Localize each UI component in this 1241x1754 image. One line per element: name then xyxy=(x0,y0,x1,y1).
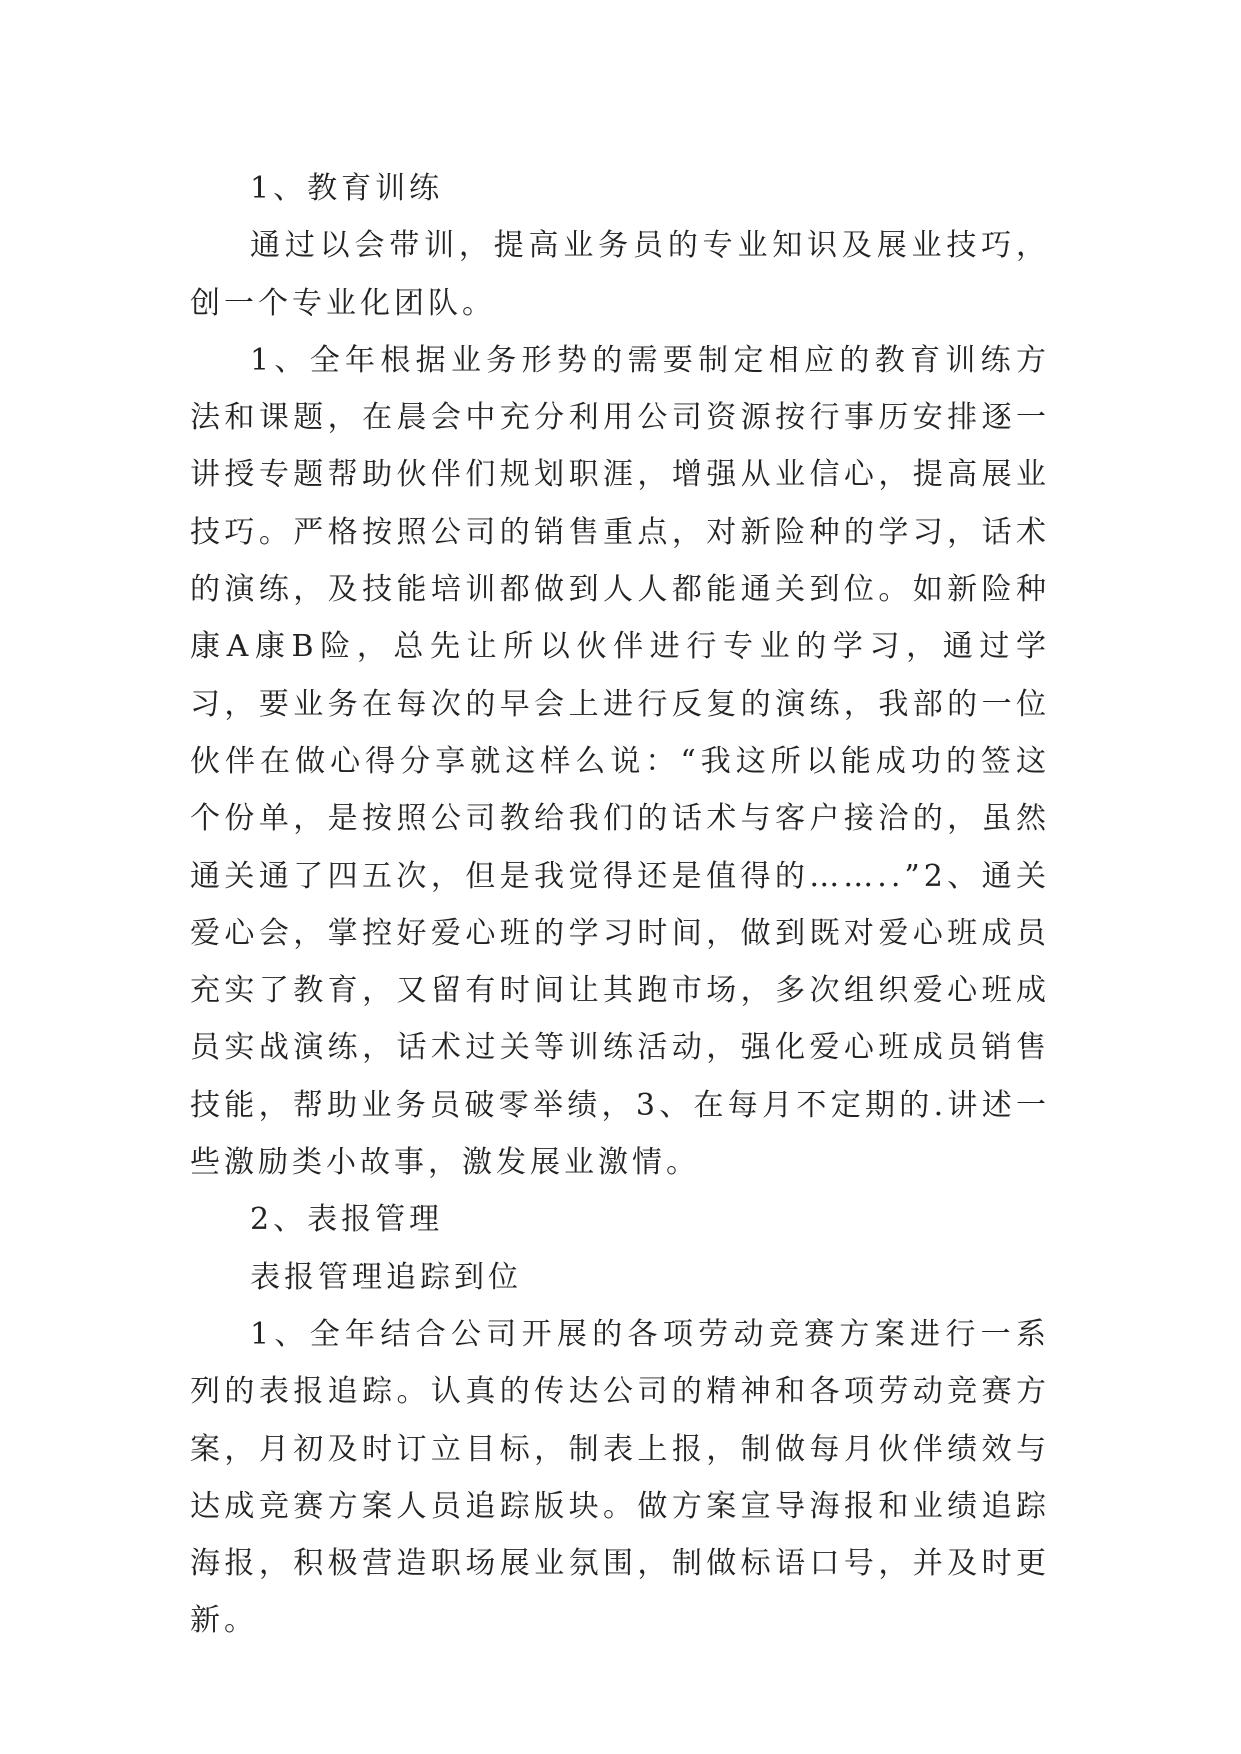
section-heading-reports: 2、表报管理 xyxy=(250,1202,444,1238)
paragraph-reports-intro: 表报管理追踪到位 xyxy=(250,1259,522,1295)
paragraph-training-details: 1、全年根据业务形势的需要制定相应的教育训练方法和课题，在晨会中充分利用公司资源按行事历安排逐一讲授专题帮助伙伴们规划职涯，增强从业信心，提高展业技巧。严格按照公司的销售重点，对新险种的学习，话术的演练，及技能培训都做到人人都能通关到位。如新险种康A康B险，总先让所以伙伴进行专业的学习，通过学习，要业务在每次的早会上进行反复的演练，我部的一位伙伴在做心得分享就这样么说：“我这所以能成功的签这个份单，是按照公司教给我们的话术与客户接洽的，虽然通关通了四五次，但是我觉得还是值得的……..”2、通关爱心会，掌控好爱心班的学习时间，做到既对爱心班成员充实了教育，又留有时间让其跑市场，多次组织爱心班成员实战演练，话术过关等训练活动，强化爱心班成员销售技能，帮助业务员破零举绩，3、在每月不定期的.讲述一些激励类小故事，激发展业激情。 xyxy=(190,342,1050,1181)
paragraph-intro-training: 通过以会带训，提高业务员的专业知识及展业技巧，创一个专业化团队。 xyxy=(190,228,1050,321)
section-heading-education: 1、教育训练 xyxy=(250,171,444,206)
paragraph-reports-details: 1、全年结合公司开展的各项劳动竞赛方案进行一系列的表报追踪。认真的传达公司的精神和各项劳动竞赛方案，月初及时订立目标，制表上报，制做每月伙伴绩效与达成竞赛方案人员追踪版块。做方案宣导海报和业绩追踪海报，积极营造职场展业氛围，制做标语口号，并及时更新。 xyxy=(190,1316,1050,1639)
document-body xyxy=(190,160,1050,1650)
